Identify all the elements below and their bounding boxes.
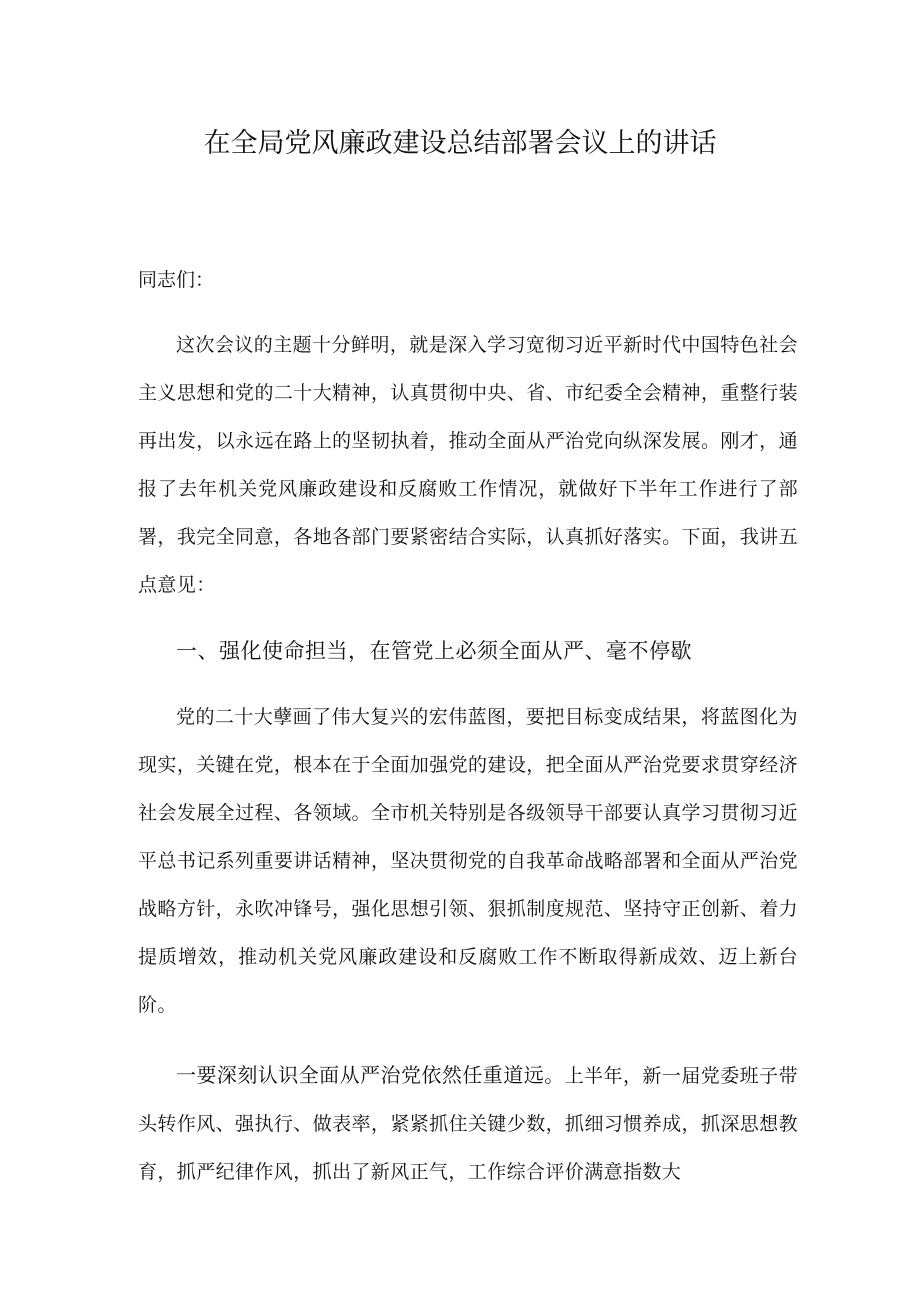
document-body	[138, 262, 798, 1218]
section-1-paragraph: 党的二十大孽画了伟大复兴的宏伟蓝图，要把目标变成结果，将蓝图化为现实，关键在党，根本在于全面加强党的建设，把全面从严治党要求贯穿经济社会发展全过程、各领域。全市机关特别是各级领导干部要认真学习贯彻习近平总书记系列重要讲话精神，坚决贯彻党的自我革命战略部署和全面从严治党战略方针，永吹冲锋号，强化思想引领、狠抓制度规范、坚持守正创新、着力提质增效，推动机关党风廉政建设和反腐败工作不断取得新成效、迈上新台阶。	[138, 706, 798, 1016]
point-1-lead: 一要深刻认识全面从严治党依然任重道远。	[176, 1063, 565, 1087]
section-heading-1: 一、强化使命担当，在管党上必须全面从严、毫不停歇	[176, 639, 692, 663]
salutation: 同志们：	[138, 269, 215, 291]
opening-paragraph: 这次会议的主题十分鲜明，就是深入学习宽彻习近平新时代中国特色社会主义思想和党的二十大精神，认真贯彻中央、省、市纪委全会精神，重整行装再出发，以永远在路上的坚韧执着，推动全面从严治党向纵深发展。刚才，通报了去年机关党风廉政建设和反腐败工作情况，就做好下半年工作进行了部署，我完全同意，各地各部门要紧密结合实际，认真抓好落实。下面，我讲五点意见：	[138, 334, 798, 596]
point-1-body: 上半年，新一届党委班子带头转作风、强执行、做表率，紧紧抓住关键少数，抓细习惯养成，抓深思想教育，抓严纪律作风，抓出了新风正气，工作综合评价满意指数大	[138, 1065, 798, 1183]
point-1-paragraph	[138, 1051, 798, 1196]
document-title: 在全局党风廉政建设总结部署会议上的讲话	[203, 128, 717, 159]
